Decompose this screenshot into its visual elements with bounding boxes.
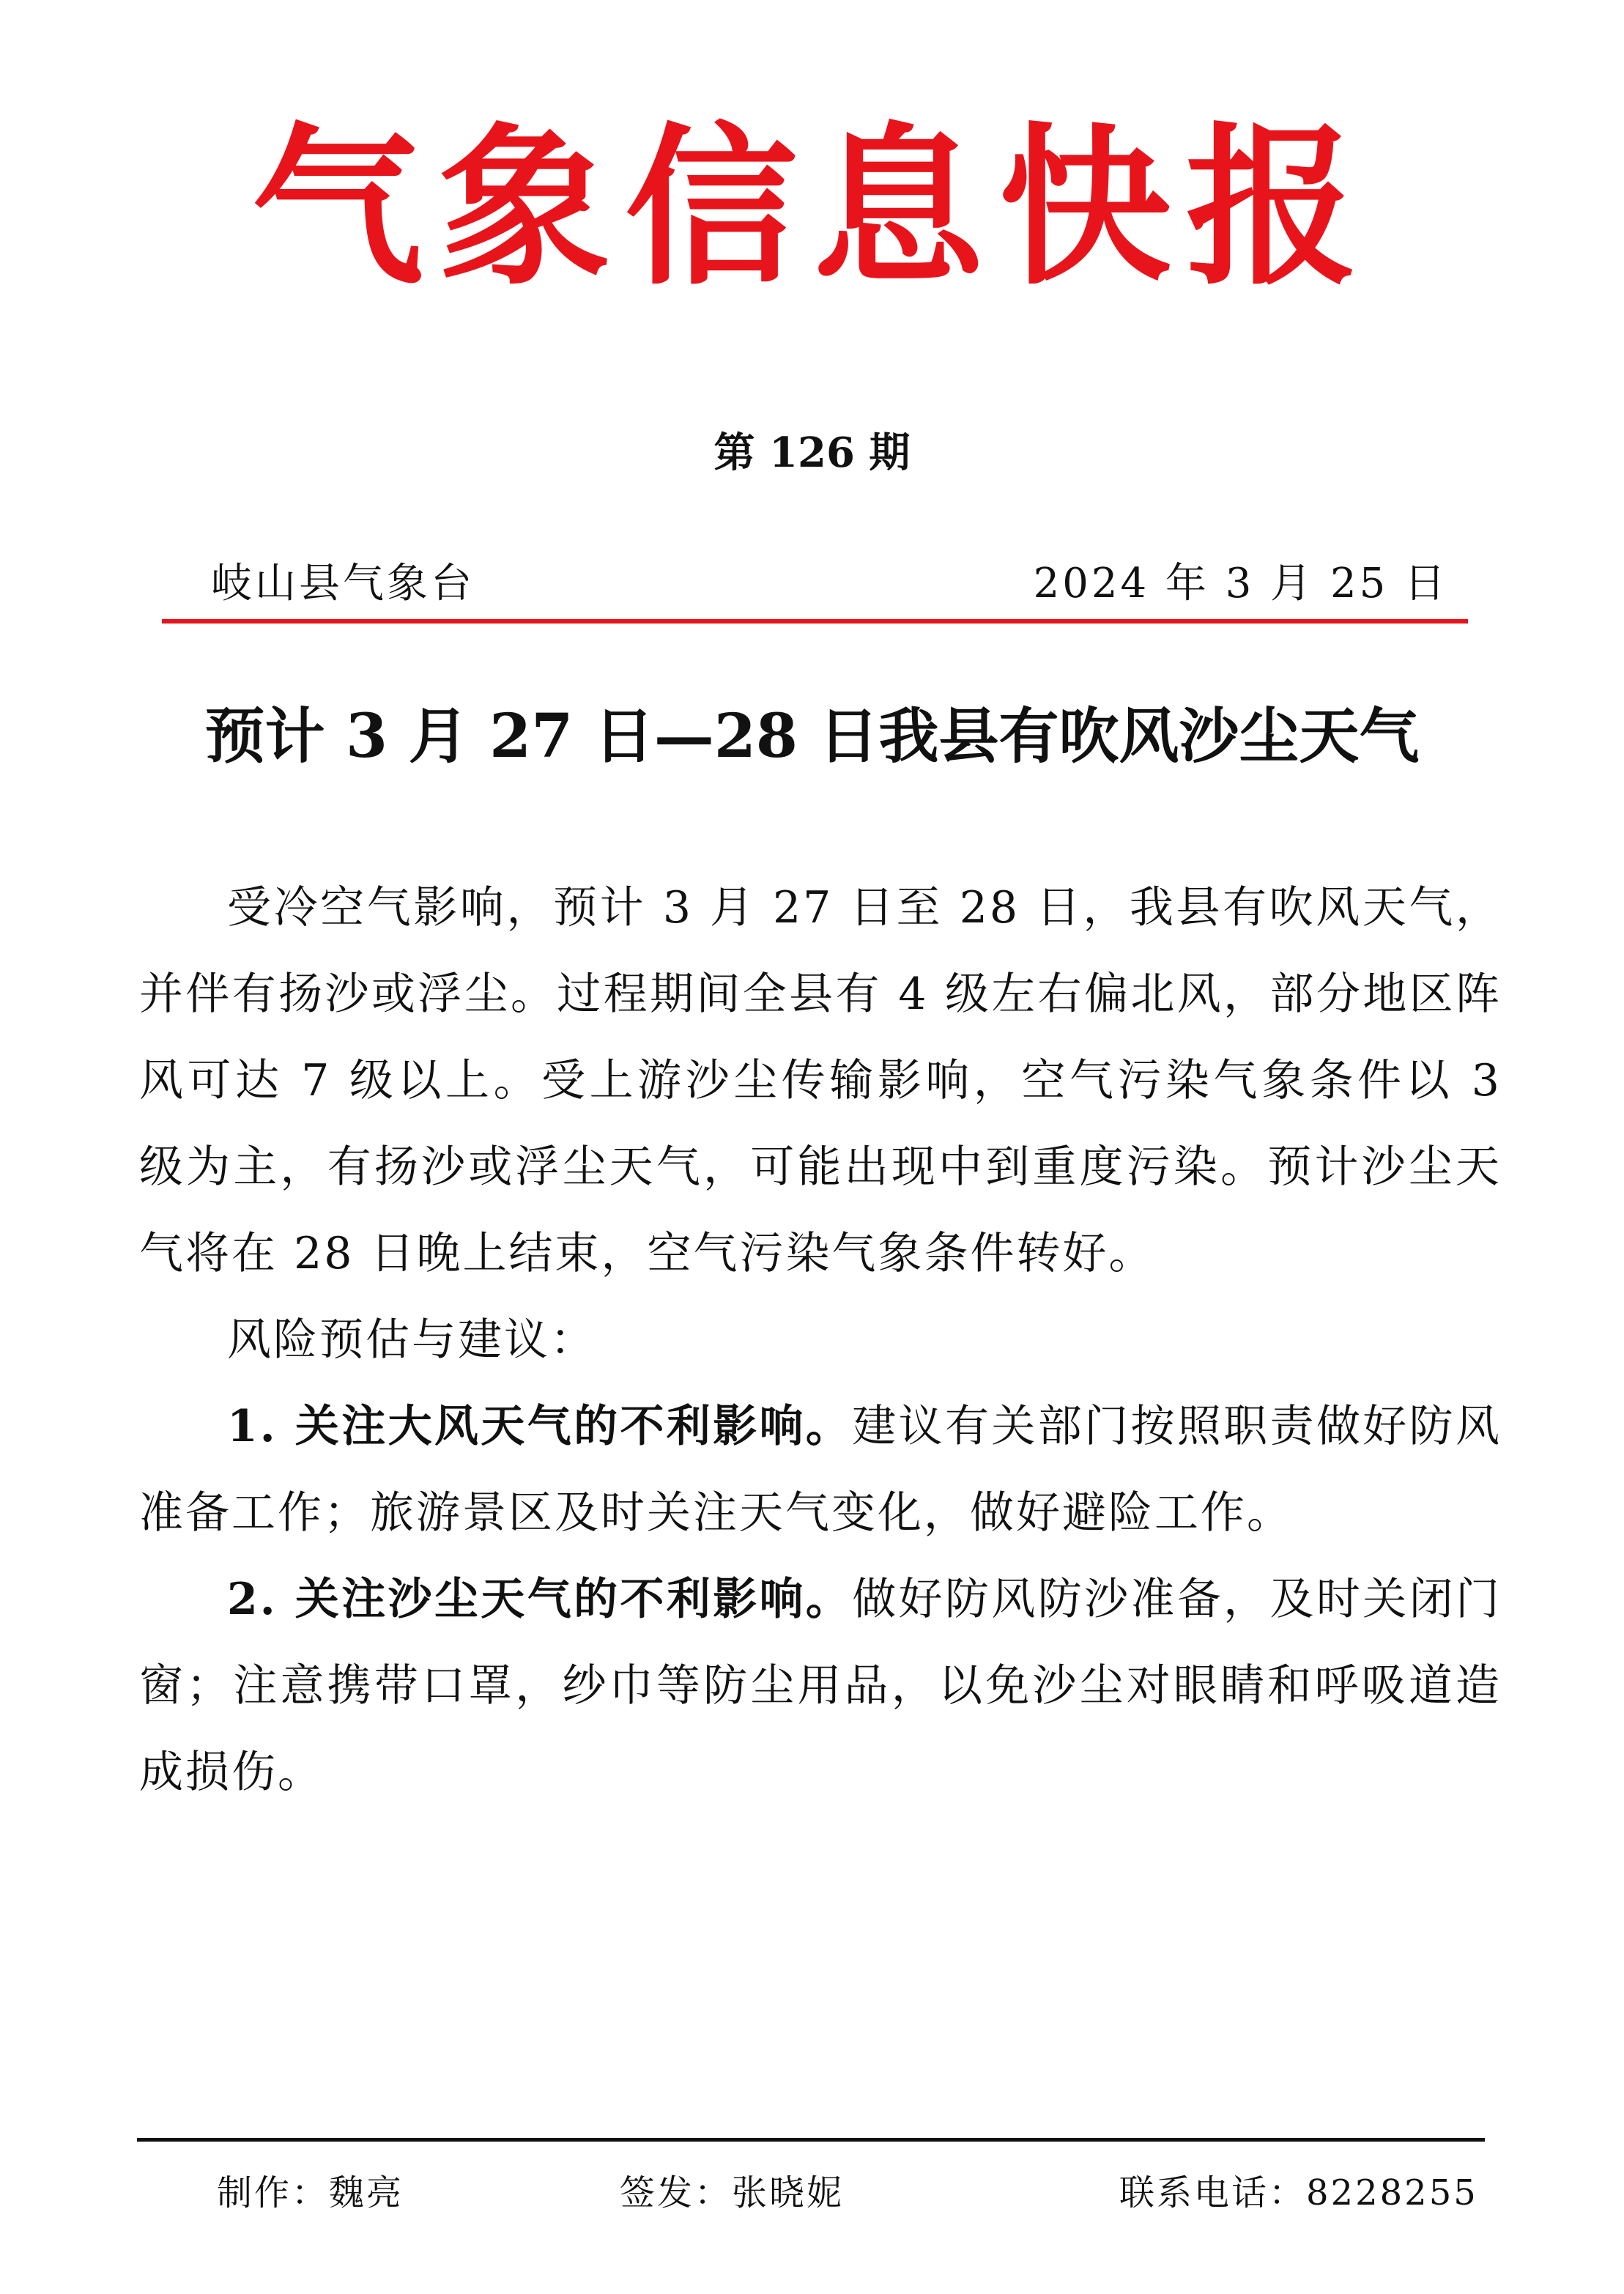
footer-divider xyxy=(137,2138,1485,2142)
intro-paragraph: 受冷空气影响，预计 3 月 27 日至 28 日，我县有吹风天气，并伴有扬沙或浮尘。过程期间全县有 4 级左右偏北风，部分地区阵风可达 7 级以上。受上游沙尘传输影响，空气污染气象条件以 3 级为主，有扬沙或浮尘天气，可能出现中到重度污染。预计沙尘天气将在 28 日晚上结束，空气污染气象条件转好。 xyxy=(139,882,1502,1279)
advice-item-1-lead: 1. 关注大风天气的不利影响。 xyxy=(227,1401,853,1452)
document-body xyxy=(139,865,1502,1816)
footer-producer: 制作：魏亮 xyxy=(217,2172,404,2213)
issue-date: 2024 年 3 月 25 日 xyxy=(1033,560,1448,607)
advice-heading: 风险预估与建议： xyxy=(227,1314,596,1366)
advice-item-1 xyxy=(139,1383,1502,1556)
footer-contact: 联系电话：8228255 xyxy=(1119,2172,1478,2213)
advice-item-1-text: 建议有关部门按照职责做好防风准备工作；旅游景区及时关注天气变化，做好避险工作。 xyxy=(139,1401,1502,1539)
footer-approver: 签发：张晓妮 xyxy=(620,2172,845,2213)
advice-item-2-text: 做好防风防沙准备，及时关闭门窗；注意携带口罩，纱巾等防尘用品，以免沙尘对眼睛和呼吸道造成损伤。 xyxy=(139,1574,1502,1798)
advice-item-2-lead: 2. 关注沙尘天气的不利影响。 xyxy=(227,1574,853,1625)
red-divider xyxy=(162,619,1468,624)
issue-number: 第 126 期 xyxy=(713,429,911,477)
document-headline: 预计 3 月 27 日—28 日我县有吹风沙尘天气 xyxy=(204,701,1420,772)
masthead-title: 气象信息快报 xyxy=(251,108,1373,308)
advice-item-2 xyxy=(139,1556,1502,1816)
issuer-name: 岐山县气象台 xyxy=(211,560,475,607)
